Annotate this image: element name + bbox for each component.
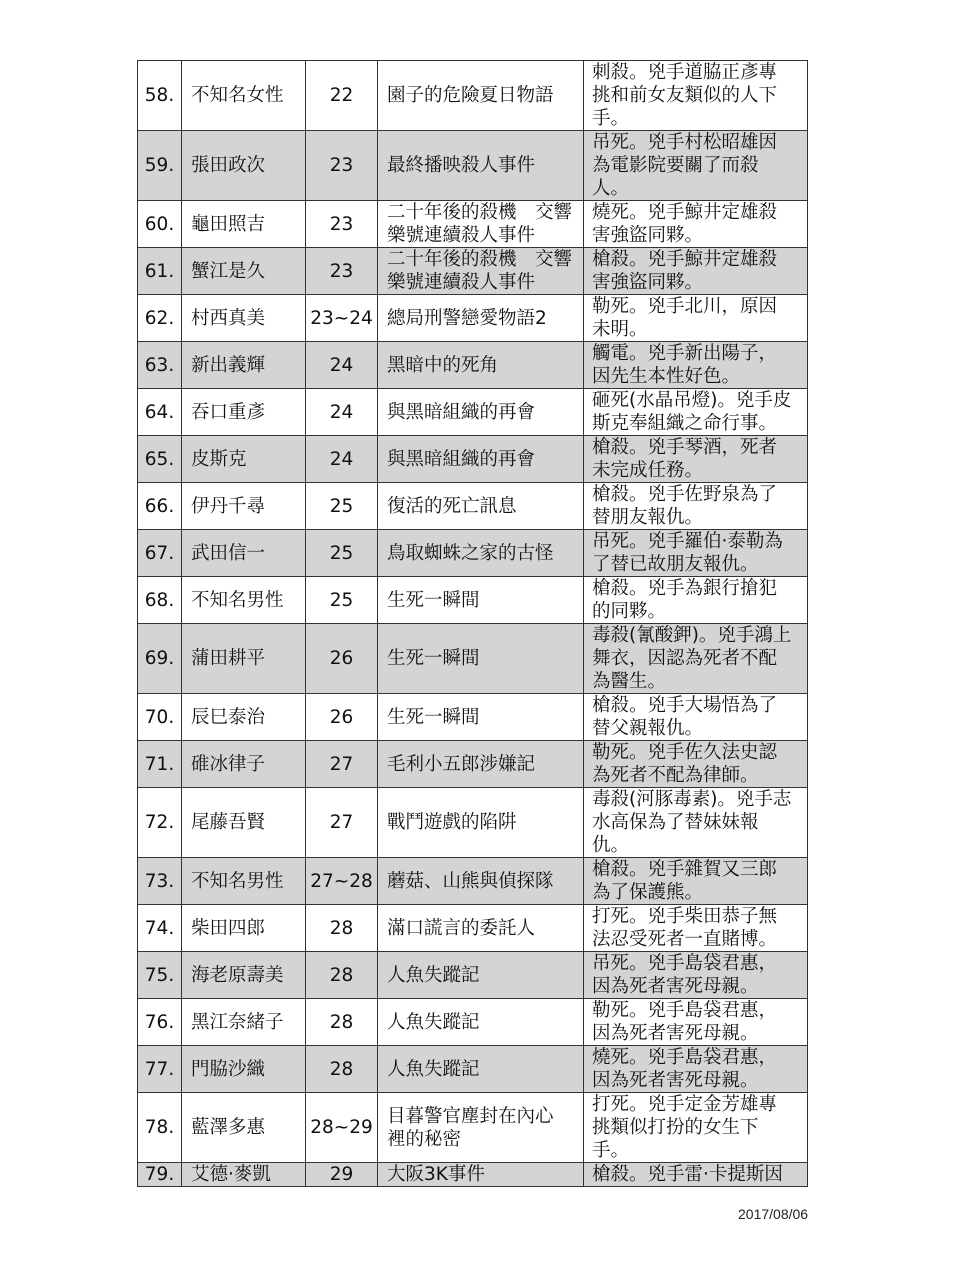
row-number: 70. — [138, 694, 182, 741]
case-title — [378, 905, 584, 952]
case-description-line: 法忍受死者一直賭博。 — [592, 929, 778, 950]
case-description-line: 替朋友報仇。 — [592, 507, 704, 528]
case-description-line: 毒殺(氰酸鉀)。兇手鴻上 — [592, 625, 792, 646]
volume-number: 23 — [306, 131, 378, 201]
row-number: 62. — [138, 295, 182, 342]
row-number: 71. — [138, 741, 182, 788]
case-title-line: 黑暗中的死角 — [387, 354, 499, 376]
victim-name: 新出義輝 — [182, 342, 306, 389]
case-title — [378, 577, 584, 624]
volume-number: 26 — [306, 694, 378, 741]
footer-date: 2017/08/06 — [738, 1206, 809, 1222]
case-description-line: 水高保為了替妹妹報 — [592, 812, 759, 833]
volume-number: 23 — [306, 201, 378, 248]
row-number: 64. — [138, 389, 182, 436]
victim-name: 伊丹千尋 — [182, 483, 306, 530]
case-title — [378, 999, 584, 1046]
case-description — [584, 483, 808, 530]
case-title-line: 與黑暗組織的再會 — [387, 401, 536, 423]
case-title — [378, 1093, 584, 1163]
table-row — [138, 624, 808, 694]
case-description-line: 槍殺。兇手鯨井定雄殺 — [592, 249, 778, 270]
case-description-line: 斯克奉組織之命行事。 — [592, 413, 778, 434]
case-description — [584, 1093, 808, 1163]
case-description-line: 害強盜同夥。 — [592, 225, 704, 246]
case-description-line: 因先生本性好色。 — [592, 366, 741, 387]
case-title-line: 樂號連續殺人事件 — [387, 272, 536, 293]
case-title — [378, 530, 584, 577]
case-title — [378, 201, 584, 248]
case-description — [584, 201, 808, 248]
case-description — [584, 741, 808, 788]
case-title — [378, 342, 584, 389]
victim-name: 蟹江是久 — [182, 248, 306, 295]
row-number: 68. — [138, 577, 182, 624]
volume-number: 24 — [306, 436, 378, 483]
table-row — [138, 952, 808, 999]
case-description — [584, 624, 808, 694]
volume-number: 29 — [306, 1163, 378, 1187]
victim-name: 皮斯克 — [182, 436, 306, 483]
case-title-line: 總局刑警戀愛物語2 — [387, 307, 547, 329]
table-row — [138, 389, 808, 436]
row-number: 78. — [138, 1093, 182, 1163]
row-number: 66. — [138, 483, 182, 530]
case-title — [378, 1046, 584, 1093]
case-description — [584, 577, 808, 624]
case-title-line: 鳥取蜘蛛之家的古怪 — [387, 542, 554, 564]
case-description-line: 因為死者害死母親。 — [592, 1023, 759, 1044]
case-description — [584, 389, 808, 436]
table-row — [138, 999, 808, 1046]
case-description — [584, 131, 808, 201]
case-title-line: 二十年後的殺機 交響 — [387, 249, 573, 270]
case-title-line: 園子的危險夏日物語 — [387, 85, 554, 106]
row-number: 60. — [138, 201, 182, 248]
case-description-line: 了替已故朋友報仇。 — [592, 554, 759, 575]
row-number: 65. — [138, 436, 182, 483]
case-description-line: 因為死者害死母親。 — [592, 1070, 759, 1091]
case-title-line: 生死一瞬間 — [387, 648, 480, 669]
case-title — [378, 694, 584, 741]
victim-name: 尾藤吾賢 — [182, 788, 306, 858]
victim-name: 蒲田耕平 — [182, 624, 306, 694]
row-number: 75. — [138, 952, 182, 999]
table-row — [138, 342, 808, 389]
case-description — [584, 858, 808, 905]
row-number: 69. — [138, 624, 182, 694]
case-description-line: 刺殺。兇手道脇正彥專 — [592, 62, 778, 83]
case-title-line: 與黑暗組織的再會 — [387, 448, 536, 470]
victim-name: 武田信一 — [182, 530, 306, 577]
case-title-line: 人魚失蹤記 — [387, 1058, 480, 1080]
case-description-line: 挑和前女友類似的人下 — [592, 85, 778, 106]
case-description-line: 為死者不配為律師。 — [592, 765, 759, 786]
case-title-line: 最終播映殺人事件 — [387, 155, 536, 176]
row-number: 59. — [138, 131, 182, 201]
volume-number: 28~29 — [306, 1093, 378, 1163]
case-description-line: 燒死。兇手鯨井定雄殺 — [592, 202, 778, 223]
table-row — [138, 1163, 808, 1187]
table-row — [138, 248, 808, 295]
table-row — [138, 905, 808, 952]
victim-name: 艾德·麥凱 — [182, 1163, 306, 1187]
victim-name: 辰巳泰治 — [182, 694, 306, 741]
victim-name: 黑江奈緒子 — [182, 999, 306, 1046]
volume-number: 24 — [306, 342, 378, 389]
volume-number: 23 — [306, 248, 378, 295]
table-row — [138, 788, 808, 858]
case-description-line: 為了保護熊。 — [592, 882, 704, 903]
volume-number: 27 — [306, 788, 378, 858]
row-number: 76. — [138, 999, 182, 1046]
volume-number: 25 — [306, 530, 378, 577]
case-title — [378, 131, 584, 201]
volume-number: 24 — [306, 389, 378, 436]
case-description-line: 吊死。兇手島袋君惠， — [592, 953, 778, 974]
table-row — [138, 577, 808, 624]
case-description-line: 毒殺(河豚毒素)。兇手志 — [592, 789, 792, 810]
case-description-line: 因為死者害死母親。 — [592, 976, 759, 997]
case-description — [584, 999, 808, 1046]
case-title — [378, 1163, 584, 1187]
case-title — [378, 248, 584, 295]
case-description — [584, 436, 808, 483]
table-row — [138, 131, 808, 201]
case-title — [378, 788, 584, 858]
victim-name: 柴田四郎 — [182, 905, 306, 952]
row-number: 79. — [138, 1163, 182, 1187]
case-title — [378, 624, 584, 694]
table-row — [138, 436, 808, 483]
row-number: 73. — [138, 858, 182, 905]
victim-name: 吞口重彥 — [182, 389, 306, 436]
case-description-line: 仇。 — [592, 835, 630, 856]
case-description-line: 槍殺。兇手佐野泉為了 — [592, 484, 778, 505]
victim-name: 龜田照吉 — [182, 201, 306, 248]
case-title — [378, 61, 584, 131]
case-description-line: 槍殺。兇手大場悟為了 — [592, 695, 778, 716]
case-title-line: 生死一瞬間 — [387, 706, 480, 728]
row-number: 67. — [138, 530, 182, 577]
table-row — [138, 1046, 808, 1093]
victim-name: 張田政次 — [182, 131, 306, 201]
case-description-line: 人。 — [592, 178, 630, 199]
case-description-line: 替父親報仇。 — [592, 718, 704, 739]
volume-number: 28 — [306, 999, 378, 1046]
case-description-line: 勒死。兇手北川，原因 — [592, 296, 778, 317]
table-row — [138, 483, 808, 530]
row-number: 77. — [138, 1046, 182, 1093]
volume-number: 26 — [306, 624, 378, 694]
volume-number: 23~24 — [306, 295, 378, 342]
victim-name: 不知名女性 — [182, 61, 306, 131]
case-description-line: 打死。兇手柴田恭子無 — [592, 906, 778, 927]
case-title-line: 目暮警官塵封在內心 — [387, 1105, 554, 1127]
case-description-line: 的同夥。 — [592, 601, 667, 622]
row-number: 72. — [138, 788, 182, 858]
case-title — [378, 483, 584, 530]
victim-name: 村西真美 — [182, 295, 306, 342]
volume-number: 28 — [306, 952, 378, 999]
victim-name: 海老原壽美 — [182, 952, 306, 999]
table-row — [138, 201, 808, 248]
case-description — [584, 342, 808, 389]
case-description-line: 槍殺。兇手雜賀又三郎 — [592, 859, 778, 880]
volume-number: 22 — [306, 61, 378, 131]
victim-name: 不知名男性 — [182, 577, 306, 624]
case-title-line: 毛利小五郎涉嫌記 — [387, 753, 536, 775]
table-row — [138, 530, 808, 577]
case-description-line: 吊死。兇手村松昭雄因 — [592, 132, 778, 153]
victim-name: 門脇沙織 — [182, 1046, 306, 1093]
volume-number: 25 — [306, 483, 378, 530]
case-title — [378, 741, 584, 788]
case-description-line: 手。 — [592, 108, 630, 129]
case-title-line: 生死一瞬間 — [387, 589, 480, 611]
case-title-line: 二十年後的殺機 交響 — [387, 202, 573, 223]
case-description-line: 勒死。兇手島袋君惠， — [592, 1000, 778, 1021]
table-row — [138, 295, 808, 342]
case-description-line: 槍殺。兇手雷·卡提斯因 — [592, 1164, 783, 1185]
case-description-line: 手。 — [592, 1140, 630, 1161]
table-row — [138, 694, 808, 741]
case-description-line: 未完成任務。 — [592, 460, 704, 481]
volume-number: 27 — [306, 741, 378, 788]
case-description-line: 勒死。兇手佐久法史認 — [592, 742, 778, 763]
case-title-line: 戰鬥遊戲的陷阱 — [387, 812, 517, 833]
volume-number: 28 — [306, 905, 378, 952]
victim-name: 不知名男性 — [182, 858, 306, 905]
row-number: 63. — [138, 342, 182, 389]
table-row — [138, 1093, 808, 1163]
case-title-line: 人魚失蹤記 — [387, 964, 480, 986]
case-description-line: 槍殺。兇手琴酒，死者 — [592, 437, 778, 458]
case-table-body — [138, 61, 808, 1187]
case-description — [584, 61, 808, 131]
case-description — [584, 788, 808, 858]
case-description-line: 砸死(水晶吊燈)。兇手皮 — [592, 390, 792, 411]
case-description — [584, 1046, 808, 1093]
case-title-line: 蘑菇、山熊與偵探隊 — [387, 870, 554, 892]
case-description — [584, 530, 808, 577]
case-title-line: 滿口謊言的委託人 — [387, 917, 536, 939]
row-number: 61. — [138, 248, 182, 295]
case-title — [378, 295, 584, 342]
case-description-line: 挑類似打扮的女生下 — [592, 1117, 759, 1138]
case-description-line: 打死。兇手定金芳雄專 — [592, 1094, 778, 1115]
case-description-line: 觸電。兇手新出陽子， — [592, 343, 778, 364]
case-description — [584, 295, 808, 342]
row-number: 58. — [138, 61, 182, 131]
victim-name: 藍澤多惠 — [182, 1093, 306, 1163]
case-title-line: 人魚失蹤記 — [387, 1011, 480, 1033]
case-description — [584, 905, 808, 952]
table-row — [138, 741, 808, 788]
case-description-line: 未明。 — [592, 319, 648, 340]
volume-number: 27~28 — [306, 858, 378, 905]
case-description-line: 吊死。兇手羅伯·泰勒為 — [592, 531, 783, 552]
case-title-line: 復活的死亡訊息 — [387, 495, 517, 517]
row-number: 74. — [138, 905, 182, 952]
case-description — [584, 248, 808, 295]
case-description-line: 舞衣，因認為死者不配 — [592, 648, 778, 669]
case-description-line: 槍殺。兇手為銀行搶犯 — [592, 578, 778, 599]
case-description — [584, 1163, 808, 1187]
case-title-line: 樂號連續殺人事件 — [387, 225, 536, 246]
case-description-line: 為醫生。 — [592, 671, 667, 692]
case-description-line: 害強盜同夥。 — [592, 272, 704, 293]
case-description-line: 為電影院要關了而殺 — [592, 155, 759, 176]
case-title — [378, 858, 584, 905]
table-row — [138, 61, 808, 131]
table-row — [138, 858, 808, 905]
case-table — [137, 60, 808, 1187]
victim-name: 碓冰律子 — [182, 741, 306, 788]
case-title-line: 大阪3K事件 — [387, 1164, 485, 1185]
case-title-line: 裡的秘密 — [387, 1128, 462, 1150]
case-description — [584, 952, 808, 999]
case-description-line: 燒死。兇手島袋君惠， — [592, 1047, 778, 1068]
case-description — [584, 694, 808, 741]
case-title — [378, 436, 584, 483]
volume-number: 28 — [306, 1046, 378, 1093]
case-title — [378, 389, 584, 436]
volume-number: 25 — [306, 577, 378, 624]
case-title — [378, 952, 584, 999]
